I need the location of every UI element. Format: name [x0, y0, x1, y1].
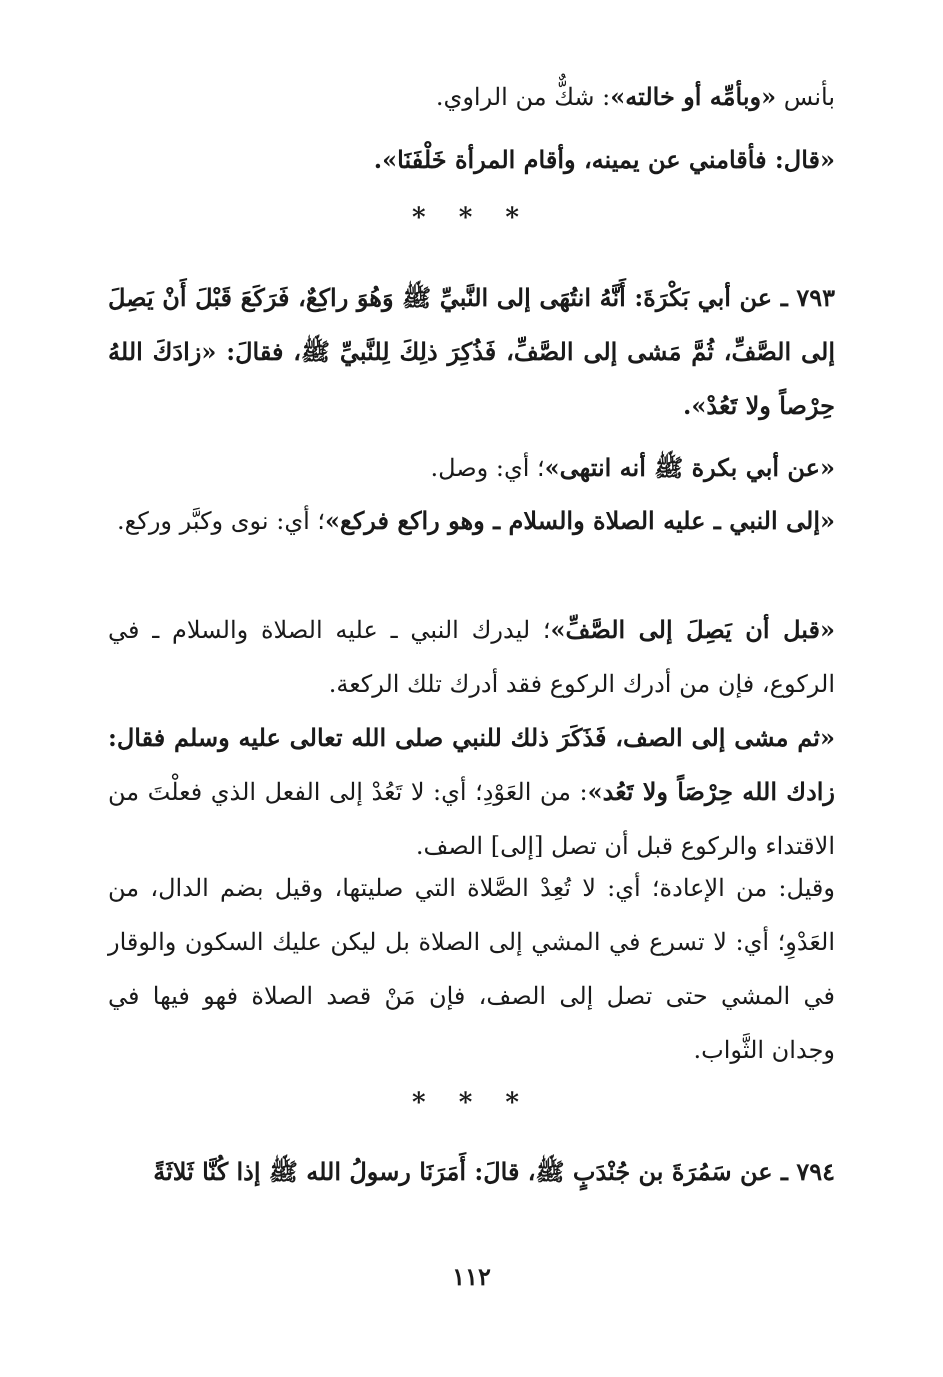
- hadith-text: ٧٩٤ ـ عن سَمُرَةَ بن جُنْدَبٍ ﷺ، قالَ: أَمَرَنَا رسولُ الله ﷺ إذا كُنَّا ثَلاثَةً: [153, 1157, 835, 1186]
- quoted-text: «قبل أن يَصِلَ إلى الصَّفِّ»: [550, 615, 835, 644]
- plain-text: ؛ أي: نوى وكبَّر وركع.: [116, 507, 326, 535]
- plain-text: ؛ أي: وصل.: [430, 454, 545, 482]
- quoted-text: «إلى النبي ـ عليه الصلاة والسلام ـ وهو راكع فركع»: [325, 506, 835, 535]
- section-separator: * * *: [412, 1088, 531, 1118]
- page-number: ١١٢: [452, 1262, 491, 1291]
- quoted-text: «ثم مشى إلى الصف، فَذَكَرَ ذلك للنبي صلى الله تعالى عليه وسلم فقال: زادك الله حِرْصَاً ولا تَعُد»: [108, 723, 836, 806]
- plain-text: وقيل: من الإعادة؛ أي: لا تُعِدْ الصَّلاة التي صليتها، وقيل بضم الدال، من العَدْوِ؛ أي: لا تسرع في المشي إلى الصلاة بل ليكن عليك السكون والوقار في المشي حتى تصل إلى الصف، فإن مَنْ قصد الصلاة فهو فيها في وجدان الثَّواب.: [108, 874, 835, 1064]
- hadith-793: [108, 271, 835, 433]
- plain-text: : من العَوْدِ؛ أي: لا تَعُدْ إلى الفعل الذي فعلْتَ من الاقتداء والركوع قبل أن تصل [إلى] الصف.: [108, 778, 835, 860]
- paragraph-commentary-1: [108, 70, 835, 124]
- paragraph-commentary-4: [108, 494, 835, 548]
- quoted-text: «وبأمِّه أو خالته»: [610, 82, 777, 111]
- plain-text: بأنس: [776, 83, 835, 111]
- quoted-text: «عن أبي بكرة ﷺ أنه انتهى»: [544, 453, 835, 482]
- paragraph-commentary-3: [108, 441, 835, 495]
- plain-text: ؛ ليدرك النبي ـ عليه الصلاة والسلام ـ في الركوع، فإن من أدرك الركوع فقد أدرك تلك الركعة.: [108, 616, 835, 698]
- quoted-text: «قال: فأقامني عن يمينه، وأقام المرأة خَلْفَنَا».: [373, 145, 835, 174]
- paragraph-commentary-6: [108, 711, 835, 873]
- plain-text: : شكٌّ من الراوي.: [435, 83, 611, 111]
- paragraph-commentary-2: [108, 133, 835, 187]
- hadith-794: [108, 1145, 835, 1199]
- paragraph-commentary-5: [108, 603, 835, 711]
- section-separator: * * *: [412, 203, 531, 233]
- hadith-text: ٧٩٣ ـ عن أبي بَكْرَةَ: أَنَّهُ انتُهَى إلى النَّبيِّ ﷺ وَهُوَ راكِعٌ، فَرَكَعَ قَبْلَ أَنْ يَصِلَ إلى الصَّفِّ، ثُمَّ مَشى إلى الصَّفِّ، فَذُكِرَ ذلِكَ لِلنَّبيِّ ﷺ، فقالَ: «زادَكَ اللهُ حِرْصاً ولا تَعُدْ».: [108, 283, 836, 420]
- paragraph-commentary-7: [108, 861, 835, 1077]
